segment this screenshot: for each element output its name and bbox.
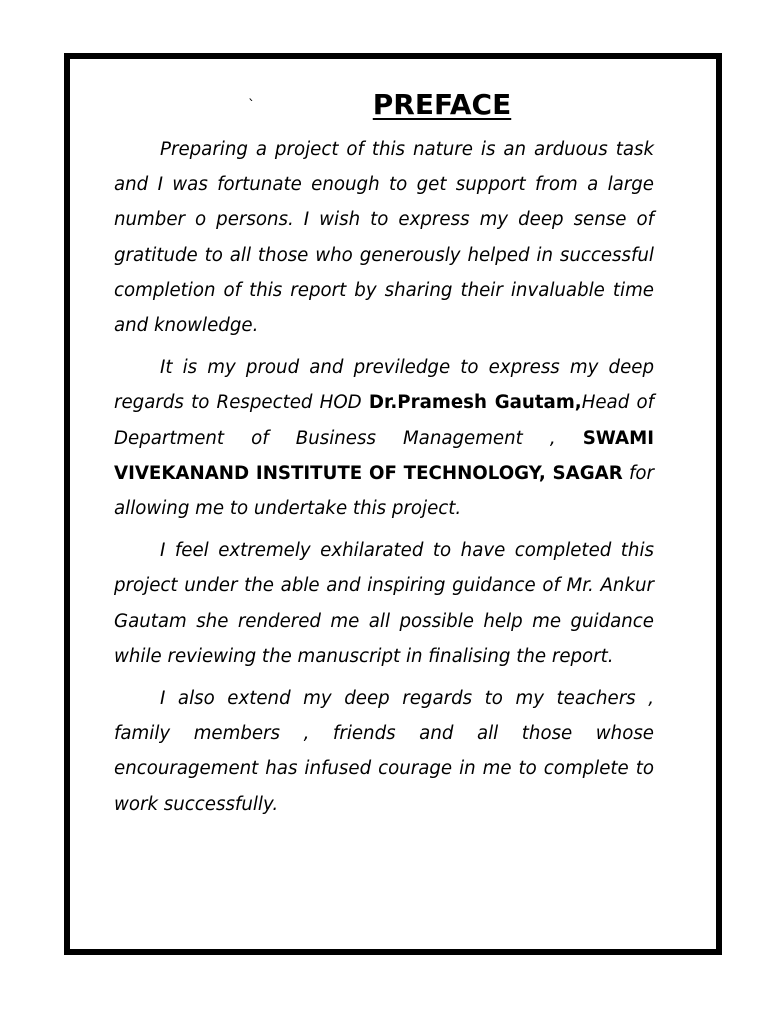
page-title: PREFACE bbox=[372, 88, 512, 121]
paragraph-4: I also extend my deep regards to my teachers , family members , friends and all those whose encouragement has infused courage in me to complete to work successfully. bbox=[114, 688, 654, 815]
paragraph-1: Preparing a project of this nature is an arduous task and I was fortunate enough to get support from a large number o persons. I wish to express my deep sense of gratitude to all those who generously helped in successful completion of this report by sharing their invaluable time and knowledge. bbox=[114, 139, 654, 337]
institute-name: SWAMI VIVEKANAND INSTITUTE OF TECHNOLOGY, SAGAR bbox=[114, 427, 654, 484]
hod-name: Dr.Pramesh Gautam, bbox=[368, 392, 582, 414]
paragraph-2-end: for allowing me to undertake this project. bbox=[114, 462, 654, 520]
tick-mark: ` bbox=[248, 98, 255, 114]
paragraph-2-intro: It is my proud and previledge to express my deep regards to Respected HOD bbox=[114, 357, 654, 414]
paragraph-2-middle: Head of Department of Business Management , bbox=[114, 392, 654, 449]
preface-body bbox=[114, 132, 654, 829]
paragraph-2 bbox=[114, 350, 654, 526]
paragraph-3: I feel extremely exhilarated to have completed this project under the able and inspiring guidance of Mr. Ankur Gautam she rendered me all possible help me guidance while reviewing the manuscript in finalising the report. bbox=[114, 540, 654, 667]
